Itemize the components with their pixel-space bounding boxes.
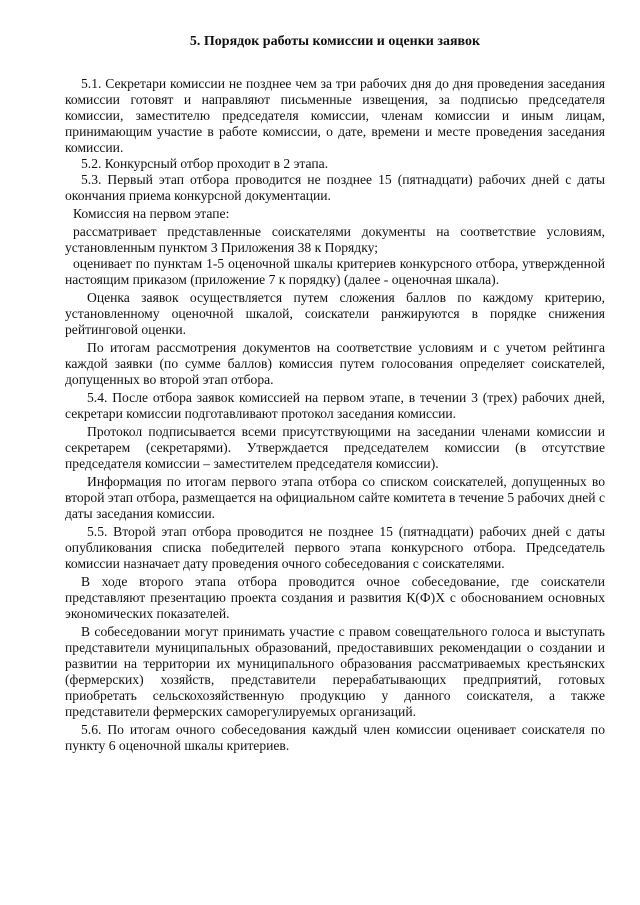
paragraph-5-4: 5.4. После отбора заявок комиссией на первом этапе, в течении 3 (трех) рабочих дней, секретари комиссии подготавливают протокол заседания комиссии. [65,390,605,421]
paragraph-participants: В собеседовании могут принимать участие с правом совещательного голоса и выступать представители муниципальных образований, предоставивших рекомендации о создании и развитии на территории их муниципального образования рассматриваемых крестьянских (фермерских) хозяйств, представители перерабатывающих предприятий, готовых приобретать сельскохозяйственную продукцию у данного соискателя, а также представители фермерских саморегулируемых организаций. [65,624,605,719]
paragraph-5-3: 5.3. Первый этап отбора проводится не позднее 15 (пятнадцати) рабочих дней с даты окончания приема конкурсной документации. [65,172,605,203]
paragraph-5-6: 5.6. По итогам очного собеседования каждый член комиссии оценивает соискателя по пункту 6 оценочной шкалы критериев. [65,722,605,753]
paragraph-protocol: Протокол подписывается всеми присутствующими на заседании членами комиссии и секретарем (секретарями). Утверждается председателем комиссии (в отсутствие председателя комиссии – заместителем председателя комиссии). [65,424,605,471]
paragraph-5-5: 5.5. Второй этап отбора проводится не позднее 15 (пятнадцати) рабочих дней с даты опубликования списка победителей первого этапа конкурсного отбора. Председатель комиссии назначает дату проведения очного собеседования с соискателями. [65,524,605,571]
paragraph-evaluates-criteria: оценивает по пунктам 1-5 оценочной шкалы критериев конкурсного отбора, утвержденной настоящим приказом (приложение 7 к порядку) (далее - оценочная шкала). [65,256,605,287]
paragraph-publication: Информация по итогам первого этапа отбора со списком соискателей, допущенных во второй этап отбора, размещается на официальном сайте комитета в течение 5 рабочих дней с даты заседания комиссии. [65,474,605,521]
paragraph-voting: По итогам рассмотрения документов на соответствие условиям и с учетом рейтинга каждой заявки (по сумме баллов) комиссия путем голосования определяет соискателей, допущенных во второй этап отбора. [65,340,605,387]
paragraph-reviews-documents: рассматривает представленные соискателями документы на соответствие условиям, установленным пунктом 3 Приложения 38 к Порядку; [65,224,605,255]
paragraph-scoring: Оценка заявок осуществляется путем сложения баллов по каждому критерию, установленному оценочной шкалой, соискатели ранжируются в порядке снижения рейтинговой оценки. [65,290,605,337]
paragraph-5-2: 5.2. Конкурсный отбор проходит в 2 этапа. [81,156,329,171]
paragraph-commission-first-stage: Комиссия на первом этапе: [73,206,230,221]
section-title: 5. Порядок работы комиссии и оценки заявок [189,34,481,49]
paragraph-5-1: 5.1. Секретари комиссии не позднее чем за три рабочих дня до дня проведения заседания комиссии готовят и направляют письменные извещения, за подписью председателя комиссии, заместителю председателя комиссии, членам комиссии и иным лицам, принимающим участие в работе комиссии, о дате, времени и месте проведения заседания комиссии. [65,76,605,155]
document-page [65,34,605,754]
paragraph-interview: В ходе второго этапа отбора проводится очное собеседование, где соискатели представляют презентацию проекта создания и развития К(Ф)Х с обоснованием основных экономических показателей. [65,574,605,621]
